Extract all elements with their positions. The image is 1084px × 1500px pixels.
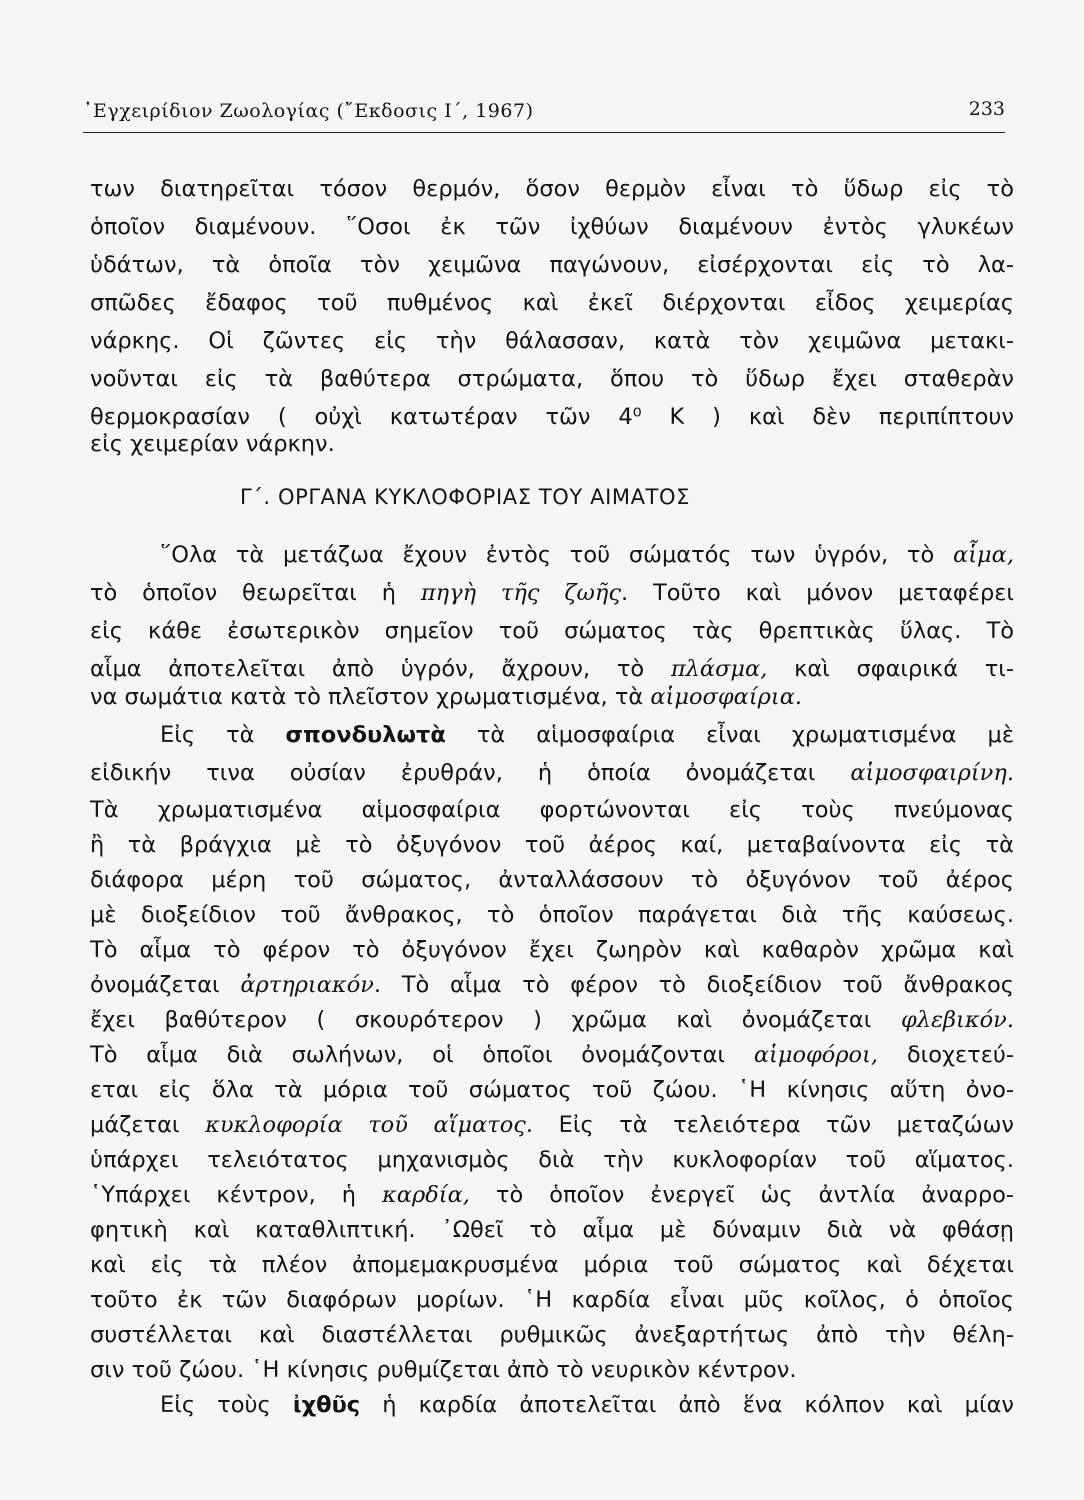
text-line: τὸ ὁποῖον θεωρεῖται ἡ πηγὴ τῆς ζωῆς. Τοῦτο καὶ μόνον μεταφέρει [90,580,1014,606]
text-line: σπῶδες ἔδαφος τοῦ πυθμένος καὶ ἐκεῖ διέρχονται εἶδος χειμερίας [90,290,1014,316]
text-line: ὑδάτων, τὰ ὁποῖα τὸν χειμῶνα παγώνουν, εἰσέρχονται εἰς τὸ λα- [90,252,1014,278]
text-line: Τὸ αἷμα τὸ φέρον τὸ ὀξυγόνον ἔχει ζωηρὸν καὶ καθαρὸν χρῶμα καὶ [90,937,1014,963]
text-line: ὁποῖον διαμένουν. ῞Οσοι ἐκ τῶν ἰχθύων διαμένουν ἐντὸς γλυκέων [90,214,1014,240]
text-line: ῾Υπάρχει κέντρον, ἡ καρδία, τὸ ὁποῖον ἐνεργεῖ ὡς ἀντλία ἀναρρο- [90,1182,1015,1208]
text-line: συστέλλεται καὶ διαστέλλεται ρυθμικῶς ἀνεξαρτήτως ἀπὸ τὴν θέλη- [90,1322,1014,1348]
text-line: των διατηρεῖται τόσον θερμόν, ὅσον θερμὸν εἶναι τὸ ὕδωρ εἰς τὸ [90,176,1014,202]
text-line: να σωμάτια κατὰ τὸ πλεῖστον χρωματισμένα, τὰ αἱμοσφαίρια. [90,684,803,710]
text-line: αἷμα ἀποτελεῖται ἀπὸ ὑγρόν, ἄχρουν, τὸ πλάσμα, καὶ σφαιρικά τι- [90,656,1014,682]
text-line: ἔχει βαθύτερον ( σκουρότερον ) χρῶμα καὶ ὀνομάζεται φλεβικόν. [90,1007,1014,1033]
text-line: Εἰς τοὺς ἰχθῦς ἡ καρδία ἀποτελεῖται ἀπὸ ἕνα κόλπον καὶ μίαν [160,1392,1014,1418]
text-line: εἰς κάθε ἐσωτερικὸν σημεῖον τοῦ σώματος τὰς θρεπτικὰς ὕλας. Τὸ [90,618,1014,644]
text-line: μὲ διοξείδιον τοῦ ἄνθρακος, τὸ ὁποῖον παράγεται διὰ τῆς καύσεως. [90,902,1014,928]
text-line: μάζεται κυκλοφορία τοῦ αἵματος. Εἰς τὰ τελειότερα τῶν μεταζώων [90,1112,1014,1138]
text-line: καὶ εἰς τὰ πλέον ἀπομεμακρυσμένα μόρια τοῦ σώματος καὶ δέχεται [90,1252,1014,1278]
text-line: διάφορα μέρη τοῦ σώματος, ἀνταλλάσσουν τὸ ὀξυγόνον τοῦ ἀέρος [90,867,1014,893]
book-title: ᾿Εγχειρίδιον Ζωολογίας (῎Εκδοσις Ι΄, 1967) [83,100,534,122]
section-heading: Γ΄. ΟΡΓΑΝΑ ΚΥΚΛΟΦΟΡΙΑΣ ΤΟΥ ΑΙΜΑΤΟΣ [240,485,690,509]
text-line: σιν τοῦ ζώου. ῾Η κίνησις ρυθμίζεται ἀπὸ τὸ νευρικὸν κέντρον. [90,1357,797,1383]
text-line: εται εἰς ὅλα τὰ μόρια τοῦ σώματος τοῦ ζώου. ῾Η κίνησις αὕτη ὀνο- [90,1077,1014,1103]
text-line: θερμοκρασίαν ( οὐχὶ κατωτέραν τῶν 4⁰ Κ ) καὶ δὲν περιπίπτουν [90,404,1014,430]
text-line: νοῦνται εἰς τὰ βαθύτερα στρώματα, ὅπου τὸ ὕδωρ ἔχει σταθερὰν [90,366,1014,392]
text-line: τοῦτο ἐκ τῶν διαφόρων μορίων. ῾Η καρδία εἶναι μῦς κοῖλος, ὁ ὁποῖος [90,1287,1014,1313]
text-line: ὀνομάζεται ἀρτηριακόν. Τὸ αἷμα τὸ φέρον τὸ διοξείδιον τοῦ ἄνθρακος [90,972,1014,998]
text-line: Τὰ χρωματισμένα αἱμοσφαίρια φορτώνονται εἰς τοὺς πνεύμονας [90,797,1014,823]
text-line: Τὸ αἷμα διὰ σωλήνων, οἱ ὁποῖοι ὀνομάζονται αἱμοφόροι, διοχετεύ- [90,1042,1014,1068]
running-header [83,98,1005,133]
text-line: Εἰς τὰ σπονδυλωτὰ τὰ αἱμοσφαίρια εἶναι χρωματισμένα μὲ [160,722,1014,748]
text-line: ὑπάρχει τελειότατος μηχανισμὸς διὰ τὴν κυκλοφορίαν τοῦ αἵματος. [90,1147,1014,1173]
text-line: ἢ τὰ βράγχια μὲ τὸ ὀξυγόνον τοῦ ἀέρος καί, μεταβαίνοντα εἰς τὰ [90,832,1014,858]
text-line: φητικὴ καὶ καταθλιπτική. ᾿Ωθεῖ τὸ αἷμα μὲ δύναμιν διὰ νὰ φθάσῃ [90,1217,1014,1243]
text-line: εἰδικήν τινα οὐσίαν ἐρυθράν, ἡ ὁποία ὀνομάζεται αἱμοσφαιρίνη. [90,760,1014,786]
page-number: 233 [968,98,1005,120]
text-line: ῞Ολα τὰ μετάζωα ἔχουν ἐντὸς τοῦ σώματός των ὑγρόν, τὸ αἷμα, [160,542,1014,568]
text-line: εἰς χειμερίαν νάρκην. [90,431,335,457]
text-line: νάρκης. Οἱ ζῶντες εἰς τὴν θάλασσαν, κατὰ τὸν χειμῶνα μετακι- [90,328,1014,354]
